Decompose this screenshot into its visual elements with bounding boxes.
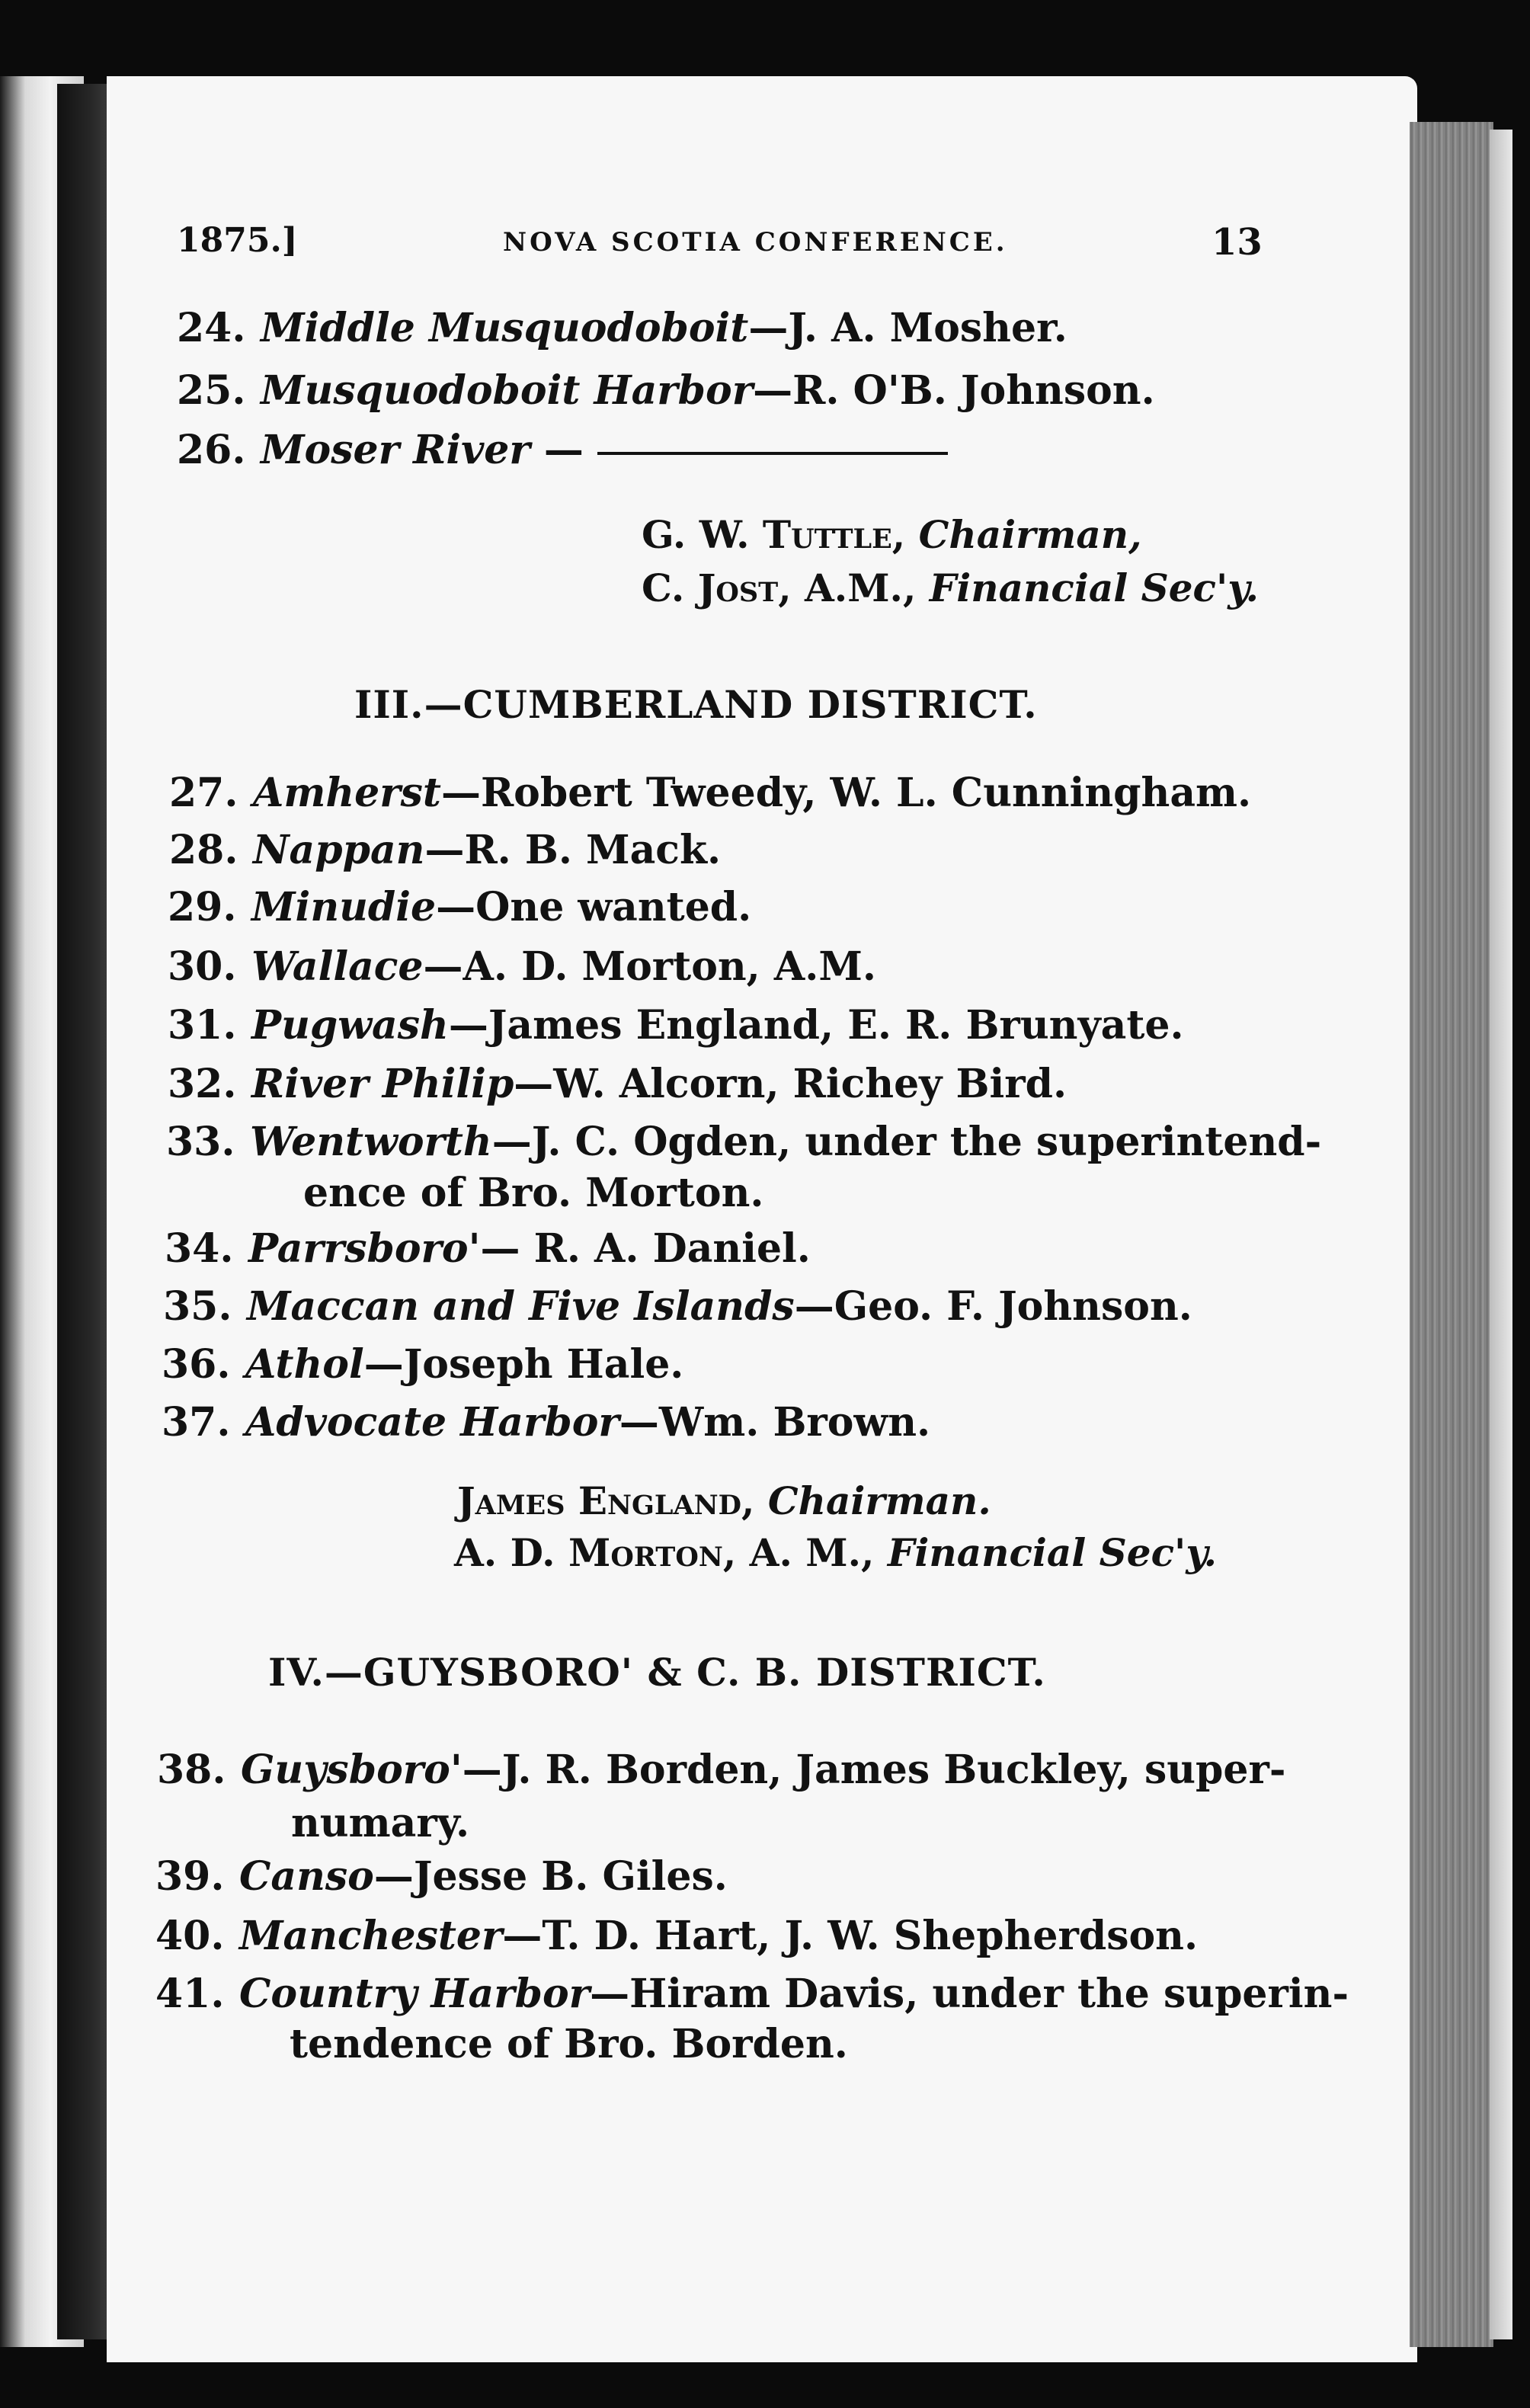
circuit-name: Parrsboro' [248,1225,481,1272]
page-stack-edge-outer [1490,130,1512,2339]
circuit-name: Country Harbor [239,1971,591,2017]
circuit-name: Advocate Harbor [245,1399,619,1446]
circuit-name: Musquodoboit Harbor [261,367,754,414]
entry-number: 27. [169,770,238,816]
entry-number: 41. [155,1971,225,2017]
header-title: NOVA SCOTIA CONFERENCE. [503,227,1008,258]
circuit-entry [157,1747,1285,1793]
entry-number: 33. [166,1119,235,1165]
circuit-ministers: —W. Alcorn, Richey Bird. [514,1061,1067,1107]
circuit-ministers: —J. C. Ogden, under the superintend- [491,1119,1322,1165]
entry-continuation: ence of Bro. Morton. [303,1170,764,1216]
entry-number: 30. [168,943,237,990]
secretary-title: Financial Sec'y. [887,1530,1218,1575]
circuit-ministers: —Hiram Davis, under the superin- [590,1971,1349,2017]
circuit-entry [165,1225,811,1272]
circuit-ministers: —J. A. Mosher. [748,305,1067,351]
secretary-title: Financial Sec'y. [929,565,1260,610]
circuit-entry [155,1853,728,1900]
entry-number: 29. [168,884,237,930]
circuit-name: Canso [239,1853,374,1900]
circuit-ministers: — [530,427,584,473]
secretary-signature [642,565,1259,610]
book-page [107,76,1417,2362]
circuit-entry [168,1002,1184,1049]
circuit-name: Middle Musquodoboit [261,305,749,351]
circuit-entry [177,367,1155,414]
circuit-entry [162,1341,683,1388]
circuit-ministers: —Robert Tweedy, W. L. Cunningham. [440,770,1252,816]
circuit-ministers: —R. B. Mack. [424,827,722,873]
circuit-ministers: — R. A. Daniel. [480,1225,811,1272]
circuit-entry [155,1971,1349,2017]
entry-number: 35. [163,1283,232,1330]
chairman-title: Chairman, [918,512,1142,557]
chairman-signature [457,1478,991,1523]
circuit-ministers: —Geo. F. Johnson. [794,1283,1192,1330]
secretary-name: C. Jost, A.M., [642,565,917,610]
book-gutter [57,84,110,2339]
entry-continuation: tendence of Bro. Borden. [290,2021,848,2067]
entry-number: 39. [155,1853,225,1900]
circuit-name: Athol [245,1341,364,1388]
chairman-signature [642,512,1142,557]
circuit-entry [168,884,751,930]
circuit-name: Maccan and Five Islands [247,1283,795,1330]
circuit-name: Guysboro' [241,1747,463,1793]
entry-number: 34. [165,1225,234,1272]
circuit-name: Manchester [239,1913,503,1959]
circuit-entry [177,427,948,473]
vacancy-rule [597,452,948,455]
circuit-ministers: —A. D. Morton, A.M. [423,943,877,990]
circuit-name: Moser River [261,427,530,473]
circuit-entry [169,827,721,873]
page-number: 13 [1212,221,1263,264]
circuit-name: Nappan [253,827,425,873]
chairman-title: Chairman. [767,1478,991,1523]
circuit-ministers: —T. D. Hart, J. W. Shepherdson. [502,1913,1199,1959]
circuit-entry [168,1061,1067,1107]
circuit-name: Wentworth [250,1119,492,1165]
circuit-name: River Philip [251,1061,514,1107]
circuit-ministers: —Joseph Hale. [363,1341,684,1388]
entry-number: 38. [157,1747,226,1793]
circuit-ministers: —Jesse B. Giles. [373,1853,728,1900]
circuit-entry [166,1119,1321,1165]
entry-number: 28. [169,827,238,873]
circuit-ministers: —J. R. Borden, James Buckley, super- [462,1747,1286,1793]
chairman-name: James England, [457,1478,755,1523]
circuit-name: Wallace [251,943,424,990]
entry-number: 40. [155,1913,225,1959]
circuit-name: Minudie [251,884,437,930]
entry-number: 26. [177,427,246,473]
circuit-entry [163,1283,1192,1330]
circuit-entry [162,1399,930,1446]
circuit-entry [169,770,1251,816]
header-year: 1875.] [177,221,298,260]
entry-number: 24. [177,305,246,351]
circuit-name: Amherst [253,770,441,816]
district-heading: III.—CUMBERLAND DISTRICT. [354,682,1038,727]
circuit-entry [177,305,1067,351]
circuit-name: Pugwash [251,1002,449,1049]
secretary-name: A. D. Morton, A. M., [454,1530,875,1575]
page-stack-edge [1410,122,1493,2347]
entry-number: 37. [162,1399,231,1446]
district-heading: IV.—GUYSBORO' & C. B. DISTRICT. [268,1650,1046,1695]
circuit-ministers: —Wm. Brown. [619,1399,931,1446]
entry-number: 32. [168,1061,237,1107]
chairman-name: G. W. Tuttle, [642,512,906,557]
circuit-entry [168,943,876,990]
entry-number: 36. [162,1341,231,1388]
entry-number: 25. [177,367,246,414]
secretary-signature [454,1530,1217,1575]
circuit-entry [155,1913,1198,1959]
circuit-ministers: —James England, E. R. Brunyate. [448,1002,1184,1049]
entry-number: 31. [168,1002,237,1049]
circuit-ministers: —R. O'B. Johnson. [753,367,1155,414]
circuit-ministers: —One wanted. [436,884,752,930]
entry-continuation: numary. [291,1800,470,1846]
